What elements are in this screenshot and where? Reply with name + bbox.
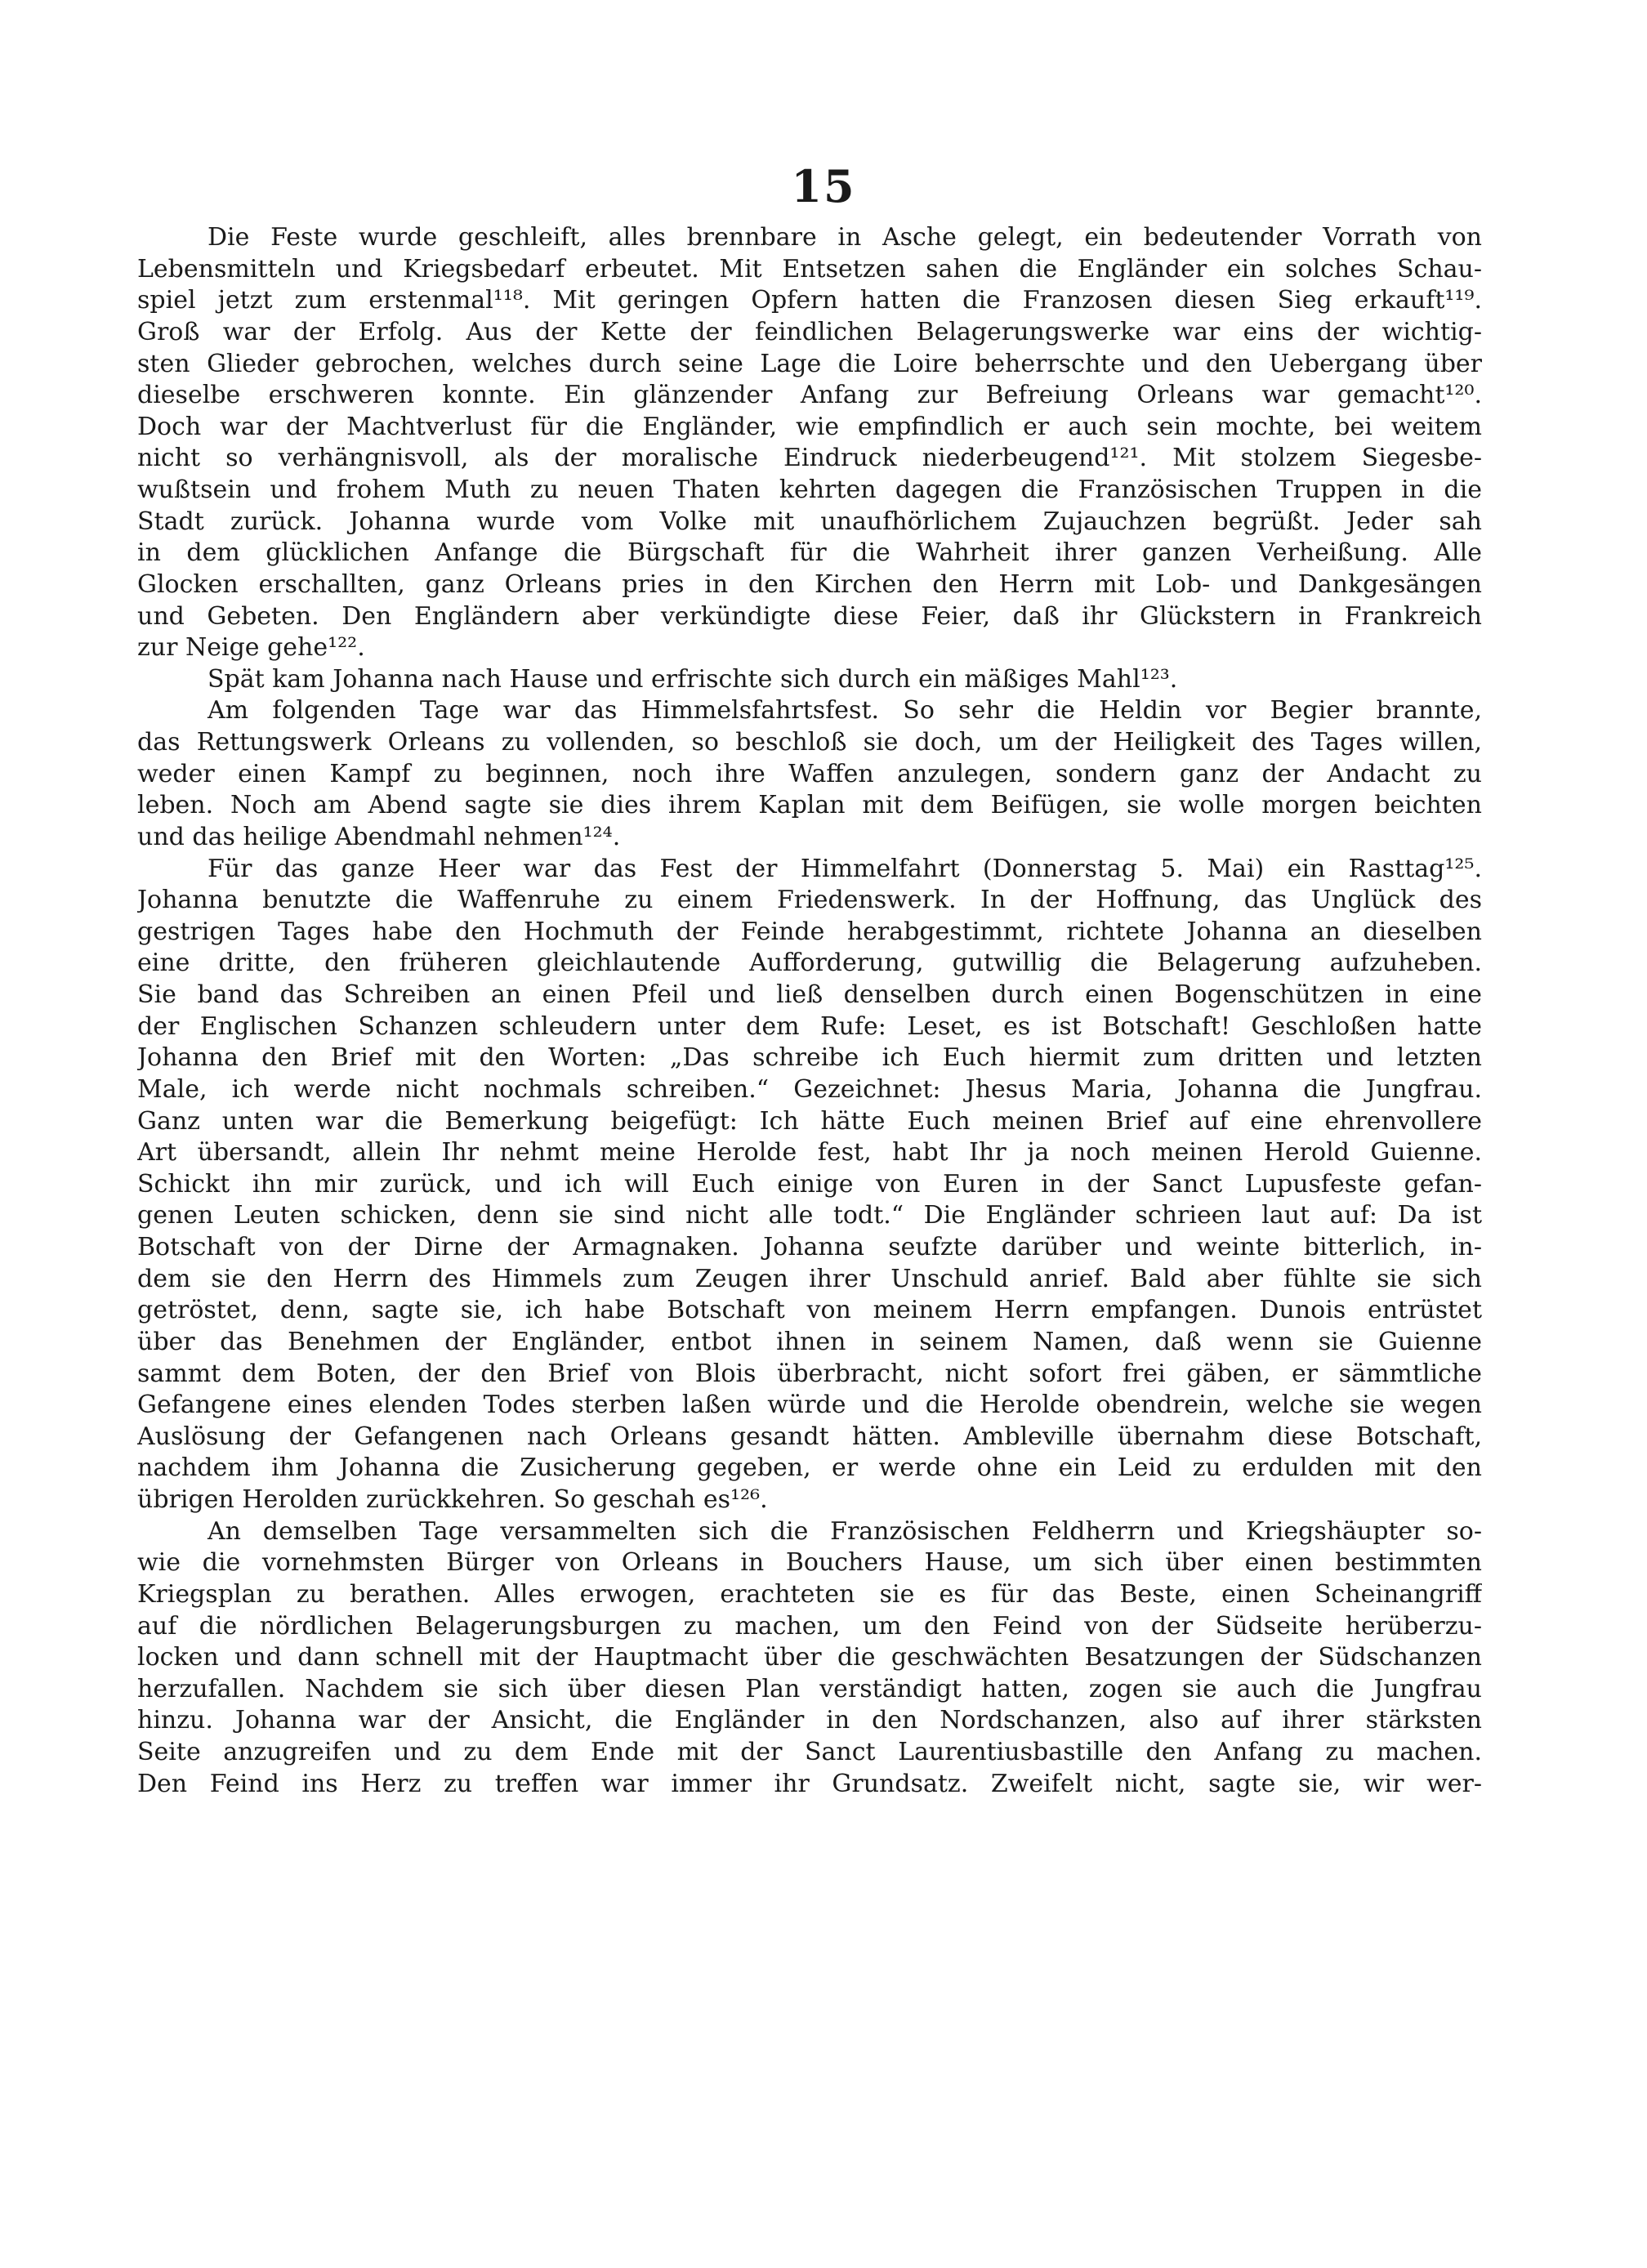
text-line: auf die nördlichen Belagerungsburgen zu machen, um den Feind von der Südseite herüberzu- — [137, 1611, 1482, 1641]
text-line: locken und dann schnell mit der Hauptmacht über die geschwächten Besatzungen der Südschanzen — [137, 1643, 1482, 1672]
text-line: wußtsein und frohem Muth zu neuen Thaten kehrten dagegen die Französischen Truppen in die — [137, 475, 1482, 504]
text-line: zur Neige gehe¹²². — [137, 633, 365, 663]
text-line: Johanna den Brief mit den Worten: „Das schreibe ich Euch hiermit zum dritten und letzten — [137, 1043, 1482, 1073]
text-line: Sie band das Schreiben an einen Pfeil und ließ denselben durch einen Bogenschützen in eine — [137, 980, 1482, 1009]
text-line: über das Benehmen der Engländer, entbot ihnen in seinem Namen, daß wenn sie Guienne — [137, 1327, 1482, 1356]
text-line: sten Glieder gebrochen, welches durch seine Lage die Loire beherrschte und den Uebergang über — [137, 349, 1482, 378]
page-number: 15 — [791, 160, 856, 212]
text-line: Spät kam Johanna nach Hause und erfrischte sich durch ein mäßiges Mahl¹²³. — [208, 664, 1178, 694]
text-line: dieselbe erschweren konnte. Ein glänzender Anfang zur Befreiung Orleans war gemacht¹²⁰. — [137, 381, 1482, 410]
text-line: in dem glücklichen Anfange die Bürgschaft für die Wahrheit ihrer ganzen Verheißung. Alle — [137, 538, 1482, 568]
text-line: genen Leuten schicken, denn sie sind nicht alle todt.“ Die Engländer schrieen laut auf: Da ist — [137, 1201, 1482, 1230]
text-line: und Gebeten. Den Engländern aber verkündigte diese Feier, daß ihr Glückstern in Frankreich — [137, 601, 1482, 631]
text-line: gestrigen Tages habe den Hochmuth der Feinde herabgestimmt, richtete Johanna an dieselben — [137, 917, 1482, 946]
text-line: weder einen Kampf zu beginnen, noch ihre Waffen anzulegen, sondern ganz der Andacht zu — [137, 759, 1482, 788]
text-line: getröstet, denn, sagte sie, ich habe Botschaft von meinem Herrn empfangen. Dunois entrüstet — [137, 1296, 1482, 1325]
text-line: Seite anzugreifen und zu dem Ende mit der Sanct Laurentiusbastille den Anfang zu machen. — [137, 1738, 1482, 1766]
text-line: leben. Noch am Abend sagte sie dies ihrem Kaplan mit dem Beifügen, sie wolle morgen beichten — [137, 791, 1482, 820]
text-line: Groß war der Erfolg. Aus der Kette der feindlichen Belagerungswerke war eins der wichtig- — [137, 317, 1482, 346]
text-line: Doch war der Machtverlust für die Engländer, wie empfindlich er auch sein mochte, bei weitem — [137, 412, 1482, 441]
text-line: Johanna benutzte die Waffenruhe zu einem Friedenswerk. In der Hoffnung, das Unglück des — [137, 886, 1482, 915]
text-line: eine dritte, den früheren gleichlautende Aufforderung, gutwillig die Belagerung aufzuheben. — [137, 949, 1482, 978]
text-line: übrigen Herolden zurückkehren. So geschah es¹²⁶. — [137, 1485, 768, 1514]
text-line: und das heilige Abendmahl nehmen¹²⁴. — [137, 822, 621, 851]
text-line: Gefangene eines elenden Todes sterben laßen würde und die Herolde obendrein, welche sie wegen — [137, 1391, 1482, 1420]
text-line: Schickt ihn mir zurück, und ich will Euch einige von Euren in der Sanct Lupusfeste gefan- — [137, 1169, 1482, 1199]
text-line: dem sie den Herrn des Himmels zum Zeugen ihrer Unschuld anrief. Bald aber fühlte sie sich — [137, 1264, 1482, 1293]
text-line: An demselben Tage versammelten sich die Französischen Feldherrn und Kriegshäupter so- — [208, 1516, 1482, 1546]
text-line: Glocken erschallten, ganz Orleans pries in den Kirchen den Herrn mit Lob- und Dankgesängen — [137, 569, 1482, 599]
text-line: Kriegsplan zu berathen. Alles erwogen, erachteten sie es für das Beste, einen Scheinangriff — [137, 1579, 1482, 1609]
text-line: sammt dem Boten, der den Brief von Blois überbracht, nicht sofort frei gäben, er sämmtliche — [137, 1359, 1482, 1388]
text-line: der Englischen Schanzen schleudern unter dem Rufe: Leset, es ist Botschaft! Geschloßen hatte — [137, 1011, 1482, 1041]
text-line: herzufallen. Nachdem sie sich über diesen Plan verständigt hatten, zogen sie auch die Jungfrau — [137, 1674, 1482, 1703]
text-line: Den Feind ins Herz zu treffen war immer ihr Grundsatz. Zweifelt nicht, sagte sie, wir wer- — [137, 1769, 1482, 1798]
body-text — [137, 222, 1482, 1800]
text-line: Lebensmitteln und Kriegsbedarf erbeutet. Mit Entsetzen sahen die Engländer ein solches Schau- — [137, 254, 1482, 284]
text-line: das Rettungswerk Orleans zu vollenden, so beschloß sie doch, um der Heiligkeit des Tages willen, — [137, 728, 1482, 757]
text-line: nicht so verhängnisvoll, als der moralische Eindruck niederbeugend¹²¹. Mit stolzem Siegesbe- — [137, 444, 1482, 473]
text-line: nachdem ihm Johanna die Zusicherung gegeben, er werde ohne ein Leid zu erdulden mit den — [137, 1453, 1482, 1483]
text-line: Die Feste wurde geschleift, alles brennbare in Asche gelegt, ein bedeutender Vorrath von — [208, 223, 1482, 252]
text-line: wie die vornehmsten Bürger von Orleans in Bouchers Hause, um sich über einen bestimmten — [137, 1548, 1482, 1578]
text-line: Stadt zurück. Johanna wurde vom Volke mit unaufhörlichem Zujauchzen begrüßt. Jeder sah — [137, 507, 1482, 536]
text-line: Ganz unten war die Bemerkung beigefügt: Ich hätte Euch meinen Brief auf eine ehrenvollere — [137, 1106, 1482, 1136]
text-line: spiel jetzt zum erstenmal¹¹⁸. Mit geringen Opfern hatten die Franzosen diesen Sieg erkauft¹¹⁹. — [137, 286, 1482, 315]
text-line: Art übersandt, allein Ihr nehmt meine Herolde fest, habt Ihr ja noch meinen Herold Guienne. — [137, 1138, 1482, 1167]
text-line: Botschaft von der Dirne der Armagnaken. Johanna seufzte darüber und weinte bitterlich, in- — [137, 1233, 1482, 1261]
text-line: Für das ganze Heer war das Fest der Himmelfahrt (Donnerstag 5. Mai) ein Rasttag¹²⁵. — [208, 854, 1482, 883]
text-line: hinzu. Johanna war der Ansicht, die Engländer in den Nordschanzen, also auf ihrer stärksten — [137, 1706, 1482, 1735]
text-line: Auslösung der Gefangenen nach Orleans gesandt hätten. Ambleville übernahm diese Botschaft, — [137, 1422, 1482, 1451]
text-line: Male, ich werde nicht nochmals schreiben.“ Gezeichnet: Jhesus Maria, Johanna die Jungfrau. — [137, 1074, 1482, 1104]
text-line: Am folgenden Tage war das Himmelsfahrtsfest. So sehr die Heldin vor Begier brannte, — [208, 696, 1482, 725]
